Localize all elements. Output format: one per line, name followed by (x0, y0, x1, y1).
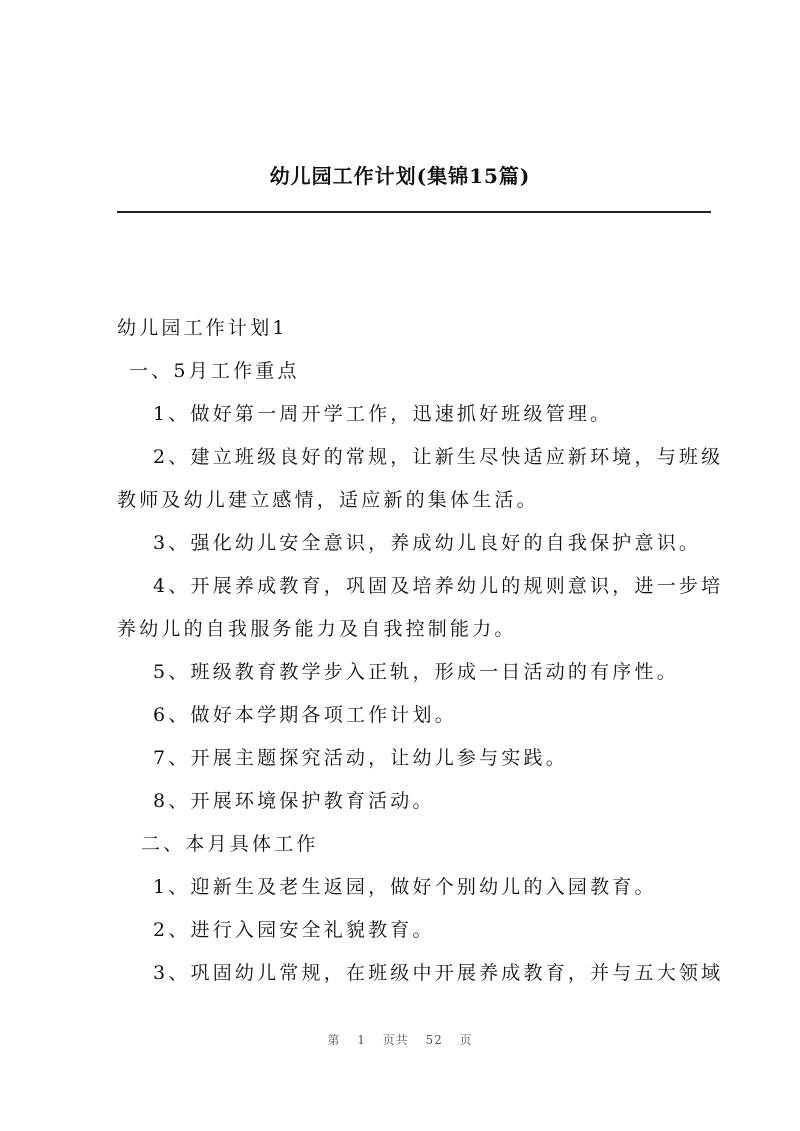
paragraph-item: 3、强化幼儿安全意识，养成幼儿良好的自我保护意识。 (153, 532, 702, 554)
page-suffix: 页 (459, 1033, 473, 1047)
heading-specific-work: 二、本月具体工作 (141, 833, 319, 855)
paragraph-item: 4、开展养成教育，巩固及培养幼儿的规则意识，进一步培 (153, 575, 724, 597)
paragraph-continuation: 教师及幼儿建立感情，适应新的集体生活。 (117, 489, 539, 511)
title-divider (117, 211, 711, 213)
paragraph-continuation: 养幼儿的自我服务能力及自我控制能力。 (117, 618, 517, 640)
heading-work-focus: 一、5月工作重点 (129, 360, 300, 382)
page-middle: 页共 (382, 1033, 409, 1047)
total-pages: 52 (425, 1033, 443, 1047)
paragraph-item: 6、做好本学期各项工作计划。 (153, 704, 457, 726)
page-prefix: 第 (327, 1033, 341, 1047)
paragraph-item: 1、迎新生及老生返园，做好个别幼儿的入园教育。 (153, 876, 657, 898)
paragraph-item: 8、开展环境保护教育活动。 (153, 790, 435, 812)
document-title: 幼儿园工作计划(集锦15篇) (269, 164, 531, 188)
paragraph-item: 7、开展主题探究活动，让幼儿参与实践。 (153, 747, 568, 769)
paragraph-item: 1、做好第一周开学工作，迅速抓好班级管理。 (153, 403, 613, 425)
paragraph-item: 3、巩固幼儿常规，在班级中开展养成教育，并与五大领域 (153, 962, 724, 984)
section-title: 幼儿园工作计划1 (117, 317, 288, 339)
page-number: 1 (357, 1033, 366, 1047)
page-footer (0, 1031, 800, 1048)
paragraph-item: 2、建立班级良好的常规，让新生尽快适应新环境，与班级 (153, 446, 724, 468)
paragraph-item: 5、班级教育教学步入正轨，形成一日活动的有序性。 (153, 661, 679, 683)
paragraph-item: 2、进行入园安全礼貌教育。 (153, 919, 435, 941)
